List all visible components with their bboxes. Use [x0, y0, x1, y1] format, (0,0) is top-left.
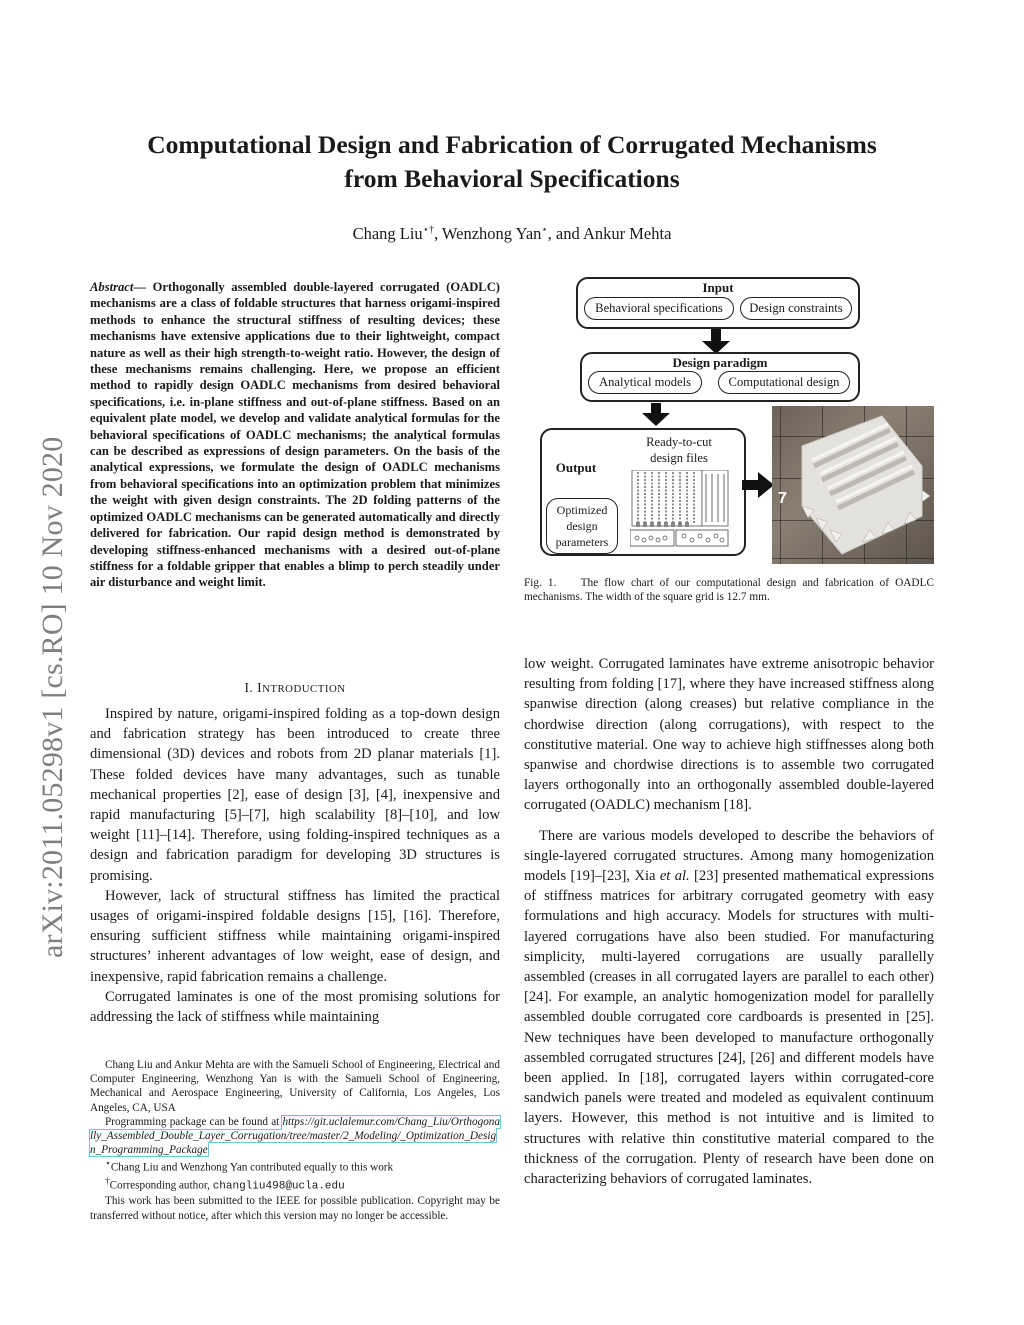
author-3: Ankur Mehta: [582, 224, 672, 243]
right-paragraph-2: [524, 826, 934, 1190]
footnotes: [90, 1058, 500, 1223]
intro-paragraph-1: Inspired by nature, origami-inspired folding as a top-down design and fabrication strategy has been introduced to create three dimensional (3D) devices and robots from 2D planar materials [1]. These folded devices have many advantages, such as tunable mechanical properties [2], ease of design [3], [4], inexpensive and rapid manufacturing [5]–[7], high scalability [8]–[10], and low weight [11]–[14]. Therefore, using folding-inspired techniques as a design and fabrication paradigm for developing 3D structures is promising.: [90, 706, 500, 884]
section-smallcaps: NTRODUCTION: [262, 683, 346, 695]
corrugated-block-image: [772, 406, 934, 564]
input-title: Input: [702, 280, 734, 295]
section-heading-introduction: [90, 680, 500, 696]
caption-text: The flow chart of our computational design and fabrication of OADLC mechanisms. The width of the square grid is 12.7 mm.: [524, 577, 934, 604]
analytical-models-pill: Analytical models: [588, 371, 702, 394]
optimized-design-parameters-pill: [546, 498, 618, 554]
fabricated-mechanism-photo: [772, 406, 934, 564]
author-1-marks: ⋆†: [422, 224, 434, 236]
corresponding-email[interactable]: changliu498@ucla.edu: [212, 1181, 345, 1194]
abstract-label: Abstract: [90, 280, 134, 294]
author-2-marks: ⋆: [541, 224, 548, 236]
arrow-down-icon: [642, 413, 670, 427]
abstract: [90, 279, 500, 591]
behavioral-specifications-pill: Behavioral specifications: [584, 297, 734, 320]
intro-paragraph-2: However, lack of structural stiffness has limited the practical usages of origami-inspired foldable designs [15], [16]. Therefore, ensuring sufficient stiffness while maintaining origami-inspired structures’ inherent advantages of low weight, ease of design, and inexpensive, rapid fabrication remains a challenge.: [90, 887, 500, 985]
footnote-package-prefix: Programming package can be found at: [105, 1115, 283, 1128]
right-paragraph-1: low weight. Corrugated laminates have extreme anisotropic behavior resulting from folding [17], where they have increased stiffness along spanwise direction (along creases) but relative compliance in the chordwise direction (along corrugations), with respect to the constitutive material. One way to achieve high stiffnesses along both spanwise and chordwise directions is to assemble two corrugated layers orthogonally into an orthogonally assembled double-layered corrugated (OADLC) mechanism [18].: [524, 656, 934, 814]
right-p2-part-a: There are various models developed to describe the behaviors of single-layered corrugated structures. Among many homogenization models [19]–[23], Xia: [524, 827, 934, 885]
caption-label: Fig. 1.: [524, 577, 557, 589]
design-paradigm-box: [580, 352, 860, 402]
output-box: [540, 428, 746, 556]
author-1: Chang Liu: [352, 224, 423, 243]
title-line-2: from Behavioral Specifications: [344, 164, 680, 193]
input-box: [576, 277, 860, 329]
introduction-body: [90, 704, 500, 1027]
corr-prefix: Corresponding author,: [109, 1180, 213, 1193]
computational-design-pill: Computational design: [718, 371, 850, 394]
footnote-ieee: This work has been submitted to the IEEE for possible publication. Copyright may be transferred without notice, after which this version may no longer be accessible.: [90, 1195, 500, 1222]
optimized-line: Optimized: [556, 503, 608, 517]
parameters-line: parameters: [555, 535, 609, 549]
equal-text: Chang Liu and Wenzhong Yan contributed equally to this work: [110, 1162, 394, 1175]
fold-pattern-icon: [630, 470, 730, 550]
arrow-right-icon: [742, 472, 774, 498]
footnote-corresponding: [90, 1175, 500, 1194]
design-constraints-pill: Design constraints: [740, 297, 852, 320]
design-files-panel: [622, 432, 736, 550]
intro-paragraph-3: Corrugated laminates is one of the most promising solutions for addressing the lack of stiffness while maintaining: [90, 988, 500, 1026]
right-p2-part-b: [23] presented mathematical expressions of stiffness matrices for arbitrary corrugated geometry with easy formulations and high accuracy. Models for structures with multi-layered corrugations have also been studied. For manufacturing simplicity, multi-layered corrugations are usually parallelly assembled (creases in all corrugated layers are parallel to each other) [24]. For example, an analytic homogenization model for parallelly assembled double corrugated core cardboards is presented in [25]. New techniques have been developed to manufacture orthogonally assembled corrugated structures [24], [26] and different models have been applied. In [18], corrugated layers within corrugated-core sandwich panels were treated and modeled as equivalent continuum layers. However, this method is not intuitive and is limited to structures with relative thin constitutive material compared to the thickness of the corrugation. Plenty of research have been done on characterizing behaviors of corrugated laminates.: [524, 868, 934, 1188]
abstract-text: — Orthogonally assembled double-layered corrugated (OADLC) mechanisms are a class of foldable structures that harness origami-inspired methods to enhance the structural stiffness of resulting devices; these mechanisms have extensive applications due to their lightweight, compact nature as well as their high strength-to-weight ratio. However, the design of these mechanisms remains challenging. Here, we propose an efficient method to rapidly design OADLC mechanisms from desired behavioral specifications, i.e. in-plane stiffness and out-of-plane stiffness. Based on an equivalent plate model, we develop and validate analytical formulas for the behavioral specifications of OADLC mechanisms; the analytical formulas can be described as expressions of design parameters. On the basis of the analytical expressions, we formulate the design of OADLC mechanisms from behavioral specifications into an optimization problem that minimizes the weight with given design constraints. The 2D folding patterns of the optimized OADLC mechanisms can be generated automatically and directly delivered for fabrication. Our rapid design method is demonstrated by developing stiffness-enhanced mechanisms with a desired out-of-plane stiffness for a foldable gripper that enables a blimp to perch steadily under air disturbance and weight limit.: [90, 280, 500, 590]
author-separator: , and: [547, 224, 583, 243]
section-numeral: I.: [244, 680, 258, 695]
footnote-package: [90, 1115, 500, 1158]
figure-1: [524, 272, 934, 562]
author-2: Wenzhong Yan: [441, 224, 542, 243]
output-title: Output: [555, 460, 597, 475]
author-list: Chang Liu⋆†, Wenzhong Yan⋆, and Ankur Mehta: [352, 224, 672, 243]
figure-caption: [524, 576, 934, 605]
design-paradigm-title: Design paradigm: [672, 355, 768, 370]
right-column-body: [524, 654, 934, 1189]
title-line-1: Computational Design and Fabrication of Corrugated Mechanisms: [147, 130, 877, 159]
files-line-2: design files: [650, 451, 708, 465]
arxiv-identifier: arXiv:2011.05298v1 [cs.RO] 10 Nov 2020: [36, 436, 69, 958]
right-p2-etal: et al.: [659, 868, 690, 885]
section-initial: I: [257, 680, 263, 695]
equal-mark: ⋆: [105, 1159, 111, 1170]
footnote-affiliation: Chang Liu and Ankur Mehta are with the Samueli School of Engineering, Electrical and Computer Engineering, Wenzhong Yan is with the Samueli School of Engineering, Mechanical and Aerospace Engineering, University of California, Los Angeles, Los Angeles, CA, USA: [90, 1059, 500, 1114]
package-link[interactable]: https://git.uclalemur.com/Chang_Liu/Orthogonally_Assembled_Double_Layer_Corrugation/tree/master/2_Modeling/_Optimization_Design_Programming_Package: [90, 1115, 500, 1157]
paper-title: [90, 128, 934, 196]
files-line-1: Ready-to-cut: [646, 435, 712, 449]
footnote-equal: [90, 1157, 500, 1175]
corr-mark: †: [105, 1177, 110, 1188]
ruler-number: 7: [778, 490, 787, 507]
design-line: design: [566, 519, 598, 533]
